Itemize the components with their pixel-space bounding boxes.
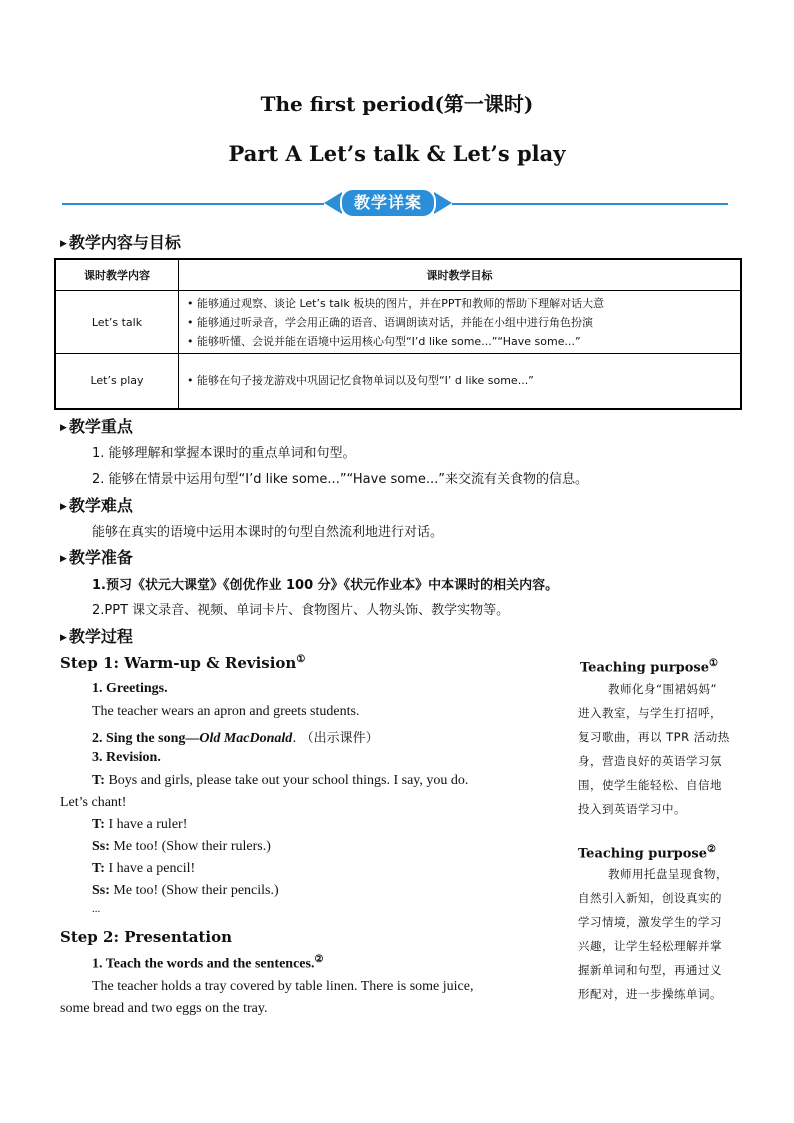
- footnote-mark: ②: [707, 844, 716, 855]
- section-difficulties-heading: ▶ 教学难点: [60, 496, 133, 515]
- step1-revision: 3. Revision.: [92, 750, 161, 765]
- banner-rule-right: [452, 203, 728, 205]
- table-row: [55, 291, 741, 354]
- keypoint-item: 1. 能够理解和掌握本课时的重点单词和句型。: [92, 446, 356, 461]
- triangle-bullet-icon: ▶: [60, 632, 67, 643]
- step2-para: The teacher holds a tray covered by table linen. There is some juice,: [92, 979, 474, 994]
- step2-teach: 1. Teach the words and the sentences.②: [92, 954, 324, 972]
- table-cell-goals: [179, 291, 742, 354]
- table-cell-content: Let’s talk: [55, 291, 179, 354]
- banner-rule-left: [62, 203, 324, 205]
- step1-greetings: 1. Greetings.: [92, 681, 168, 696]
- dialog-line: Ss: Me too! (Show their pencils.): [92, 883, 279, 898]
- purpose2-title: Teaching purpose②: [578, 844, 716, 862]
- banner-label: 教学详案: [353, 193, 422, 212]
- footnote-mark: ②: [314, 954, 324, 965]
- table-header-content: 课时教学内容: [55, 259, 179, 291]
- purpose2-text: 教师用托盘呈现食物， 自然引入新知，创设真实的 学习情境，激发学生的学习 兴趣，让学生轻松理解并掌 握新单词和句型，再通过义 形配对，进一步操练单词。: [578, 867, 728, 1001]
- purpose1-title: Teaching purpose①: [580, 658, 718, 676]
- purpose1-text: 教师化身“围裙妈妈” 进入教室，与学生打招呼， 复习歌曲，再以 TPR 活动热 身，营造良好的英语学习氛 围，使学生能轻松、自信地 投入到英语学习中。: [578, 682, 730, 816]
- table-cell-goals: [179, 354, 742, 409]
- step1-teacher-line-cont: Let’s chant!: [60, 795, 127, 810]
- section-banner: [324, 188, 452, 218]
- objectives-table: [54, 258, 742, 410]
- dialog-ellipsis: ...: [92, 903, 101, 915]
- step1-title: Step 1: Warm-up & Revision①: [60, 654, 306, 672]
- table-header-goal: 课时教学目标: [179, 259, 742, 291]
- banner-right-arrow: [434, 192, 452, 214]
- triangle-bullet-icon: ▶: [60, 238, 67, 249]
- keypoint-item: 2. 能够在情景中运用句型“I’d like some...”“Have some...”来交流有关食物的信息。: [92, 472, 588, 487]
- footnote-mark: ①: [296, 654, 306, 665]
- goal-item: • 能够听懂、会说并能在语境中运用核心句型“I’d like some...”“Have some...”: [187, 334, 581, 348]
- section-keypoints-heading: ▶ 教学重点: [60, 417, 133, 436]
- preparation-item: 2.PPT 课文录音、视频、单词卡片、食物图片、人物头饰、教学实物等。: [92, 603, 510, 618]
- triangle-bullet-icon: ▶: [60, 553, 67, 564]
- triangle-bullet-icon: ▶: [60, 422, 67, 433]
- page-subtitle: Part A Let’s talk & Let’s play: [228, 141, 566, 166]
- dialog-line: Ss: Me too! (Show their rulers.): [92, 839, 271, 854]
- dialog-line: T: I have a pencil!: [92, 861, 196, 876]
- section-preparation-heading: ▶ 教学准备: [60, 548, 133, 567]
- goal-item: • 能够通过听录音，学会用正确的语音、语调朗读对话，并能在小组中进行角色扮演: [187, 315, 593, 329]
- section-objectives-heading: ▶ 教学内容与目标: [60, 233, 181, 252]
- triangle-bullet-icon: ▶: [60, 501, 67, 512]
- table-cell-content: Let’s play: [55, 354, 179, 409]
- step2-title: Step 2: Presentation: [60, 928, 233, 946]
- banner-left-arrow: [324, 192, 342, 214]
- step1-song: 2. Sing the song—Old MacDonald. （出示课件）: [92, 731, 379, 746]
- preparation-item: 1.预习《状元大课堂》《创优作业 100 分》《状元作业本》中本课时的相关内容。: [92, 578, 559, 593]
- difficulties-text: 能够在真实的语境中运用本课时的句型自然流利地进行对话。: [92, 525, 444, 540]
- section-process-heading: ▶ 教学过程: [60, 627, 133, 646]
- table-row: [55, 354, 741, 409]
- dialog-line: T: I have a ruler!: [92, 817, 188, 832]
- goal-item: • 能够通过观察、谈论 Let’s talk 板块的图片，并在PPT和教师的帮助下理解对话大意: [187, 296, 605, 310]
- goal-item: • 能够在句子接龙游戏中巩固记忆食物单词以及句型“I’ d like some...”: [187, 374, 534, 388]
- step1-teacher-line: T: Boys and girls, please take out your school things. I say, you do.: [92, 773, 469, 788]
- step1-greet-text: The teacher wears an apron and greets students.: [92, 704, 360, 719]
- step2-para-cont: some bread and two eggs on the tray.: [60, 1001, 268, 1016]
- page-title: The first period(第一课时): [260, 92, 534, 116]
- footnote-mark: ①: [709, 658, 718, 669]
